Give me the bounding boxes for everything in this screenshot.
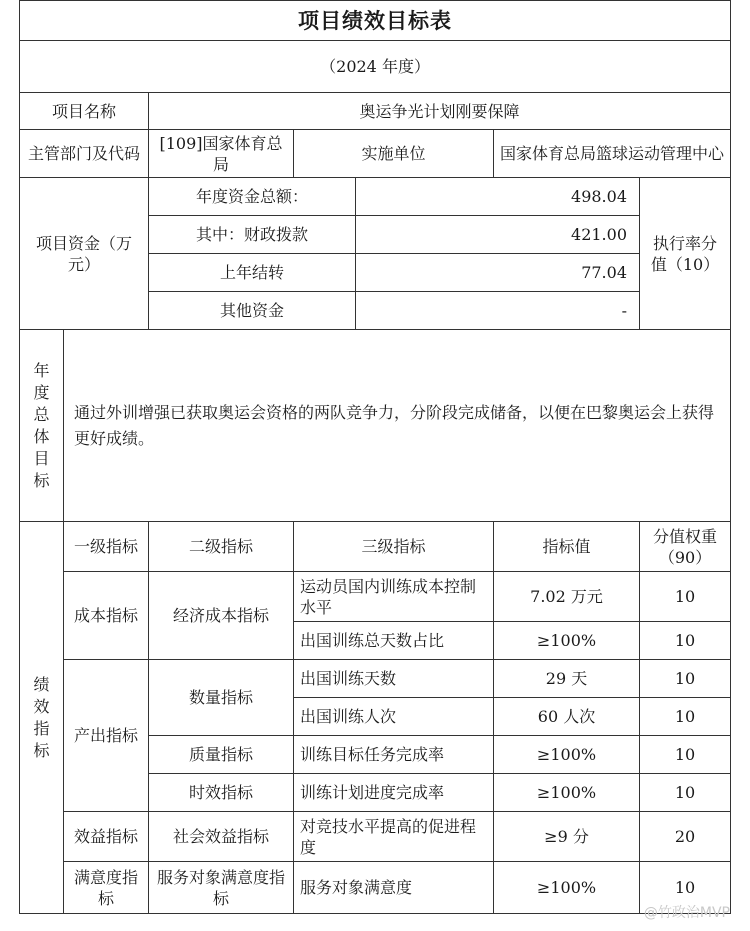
indicator-name: 出国训练天数 (294, 660, 494, 698)
table-row (20, 812, 731, 862)
indicator-value: ≥9 分 (494, 812, 640, 862)
indicator-weight: 10 (640, 774, 731, 812)
table-row (20, 660, 731, 698)
funds-fiscal-label: 其中：财政拨款 (149, 216, 356, 254)
indicator-weight: 10 (640, 572, 731, 622)
sub-service: 服务对象满意度指标 (149, 862, 294, 914)
year-label: （2024 年度） (20, 41, 731, 93)
indicator-name: 服务对象满意度 (294, 862, 494, 914)
header-value: 指标值 (494, 522, 640, 572)
indicator-name: 对竞技水平提高的促进程度 (294, 812, 494, 862)
sub-quantity: 数量指标 (149, 660, 294, 736)
indicator-name: 出国训练人次 (294, 698, 494, 736)
sub-quality: 质量指标 (149, 736, 294, 774)
watermark: @竹政治MVP (643, 905, 730, 921)
indicator-weight: 10 (640, 736, 731, 774)
project-name-value: 奥运争光计划刚要保障 (149, 93, 731, 130)
table-row (20, 862, 731, 914)
funds-total-label: 年度资金总额： (149, 178, 356, 216)
funds-fiscal-value: 421.00 (356, 216, 640, 254)
header-level1: 一级指标 (64, 522, 149, 572)
funds-carry-label: 上年结转 (149, 254, 356, 292)
dept-label: 主管部门及代码 (20, 130, 149, 178)
indicator-weight: 10 (640, 660, 731, 698)
sub-economic: 经济成本指标 (149, 572, 294, 660)
funds-other-label: 其他资金 (149, 292, 356, 330)
indicator-weight: 20 (640, 812, 731, 862)
impl-label: 实施单位 (294, 130, 494, 178)
funds-total-value: 498.04 (356, 178, 640, 216)
sub-timeliness: 时效指标 (149, 774, 294, 812)
indicator-value: ≥100% (494, 736, 640, 774)
indicator-value: 29 天 (494, 660, 640, 698)
group-benefit: 效益指标 (64, 812, 149, 862)
indicator-name: 训练计划进度完成率 (294, 774, 494, 812)
goal-text: 通过外训增强已获取奥运会资格的两队竞争力，分阶段完成储备，以便在巴黎奥运会上获得更好成绩。 (64, 330, 731, 522)
table-title: 项目绩效目标表 (20, 1, 731, 41)
project-name-label: 项目名称 (20, 93, 149, 130)
header-level2: 二级指标 (149, 522, 294, 572)
group-output: 产出指标 (64, 660, 149, 812)
sub-social: 社会效益指标 (149, 812, 294, 862)
indicator-name: 训练目标任务完成率 (294, 736, 494, 774)
header-level3: 三级指标 (294, 522, 494, 572)
indicator-weight: 10 (640, 622, 731, 660)
indicator-value: ≥100% (494, 774, 640, 812)
indicator-weight: 10 (640, 862, 731, 914)
table-row (20, 572, 731, 622)
indicator-value: 60 人次 (494, 698, 640, 736)
indicator-value: 7.02 万元 (494, 572, 640, 622)
header-weight: 分值权重（90） (640, 522, 731, 572)
indicators-label: 绩效指标 (33, 674, 50, 760)
indicator-value: ≥100% (494, 862, 640, 914)
funds-label: 项目资金（万元） (20, 178, 149, 330)
indicator-name: 出国训练总天数占比 (294, 622, 494, 660)
indicator-value: ≥100% (494, 622, 640, 660)
performance-target-table (19, 0, 731, 914)
funds-other-value: - (356, 292, 640, 330)
group-cost: 成本指标 (64, 572, 149, 660)
goal-label: 年度总体目标 (33, 360, 50, 490)
exec-rate-label: 执行率分值（10） (640, 178, 731, 330)
impl-value: 国家体育总局篮球运动管理中心 (494, 130, 731, 178)
funds-carry-value: 77.04 (356, 254, 640, 292)
group-satisfaction: 满意度指标 (64, 862, 149, 914)
dept-value: [109]国家体育总局 (149, 130, 294, 178)
indicator-name: 运动员国内训练成本控制水平 (294, 572, 494, 622)
indicator-weight: 10 (640, 698, 731, 736)
